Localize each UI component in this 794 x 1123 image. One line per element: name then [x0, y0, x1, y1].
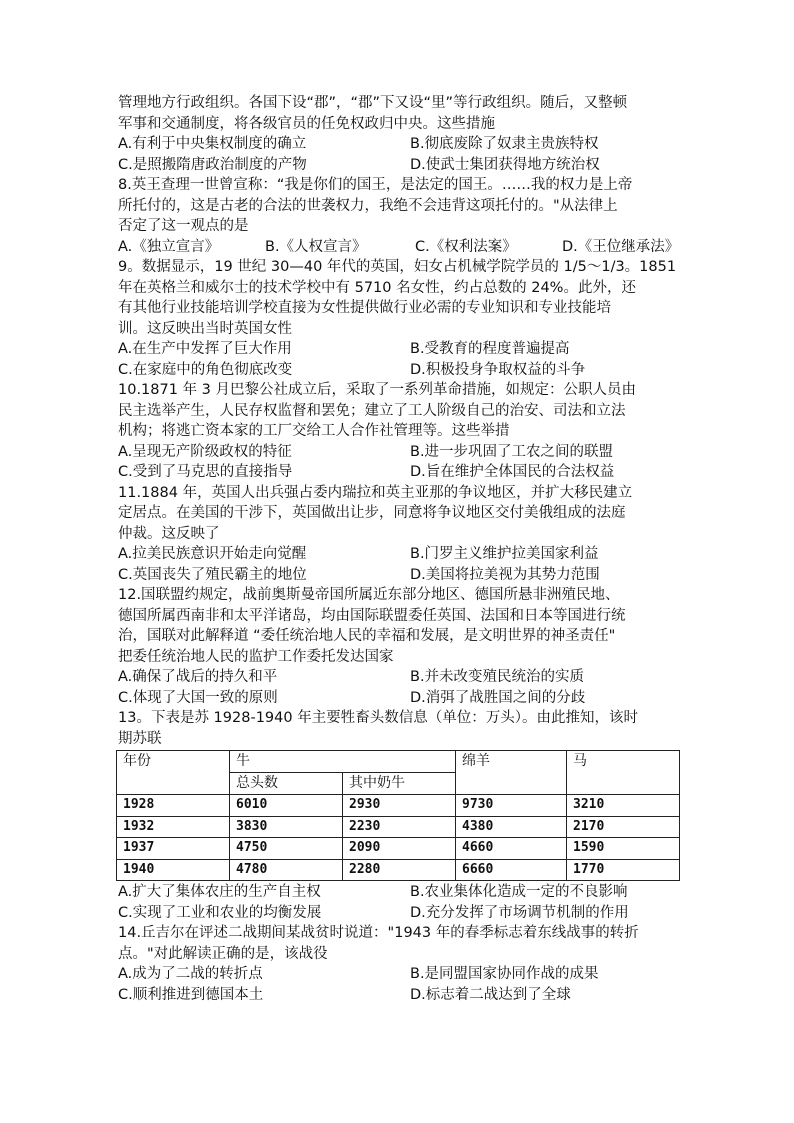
q12-stem-line: 德国所属西南非和太平洋诸岛，均由国际联盟委任英国、法国和日本等国进行统: [118, 607, 626, 624]
q8-stem-line: 否定了这一观点的是: [118, 218, 249, 234]
q13-option-a[interactable]: A.扩大了集体农庄的生产自主权: [118, 884, 321, 900]
q10-options: [118, 442, 680, 483]
q7-stem-line: 军事和交通制度，将各级官员的任免权政归中央。这些措施: [118, 115, 495, 132]
q8-options: [118, 237, 680, 258]
q8-stem-line: 8.英王查理一世曾宣称：“我是你们的国王，是法定的国王。……我的权力是上帝: [118, 177, 633, 193]
q14-stem-line: 点。"对此解读正确的是，该战役: [118, 945, 328, 962]
q9-option-a[interactable]: A.在生产中发挥了巨大作用: [118, 341, 292, 357]
cell-year: 1940: [117, 859, 230, 881]
q13-stem-line: 期苏联: [118, 730, 162, 747]
question-13: [118, 708, 680, 923]
q12-option-c[interactable]: C.体现了大国一致的原则: [118, 689, 278, 706]
cell-year: 1937: [117, 838, 230, 860]
q10-stem-line: 10.1871 年 3 月巴黎公社成立后，采取了一系列革命措施，如规定：公职人员由: [118, 382, 637, 398]
q8-option-d[interactable]: D.《王位继承法》: [562, 238, 680, 255]
q9-options: [118, 339, 680, 380]
question-8: [118, 175, 680, 257]
q10-stem-line: 民主选举产生，人民存权监督和罢免；建立了工人阶级自己的治安、司法和立法: [118, 402, 626, 419]
q12-stem-line: 治，国联对此解释道 “委任统治地人民的幸福和发展，是文明世界的神圣责任": [118, 628, 616, 644]
q14-option-c[interactable]: C.顺利推进到德国本土: [118, 986, 264, 1003]
q12-stem-line: 12.国联盟约规定，战前奥斯曼帝国所属近东部分地区、德国所悬非洲殖民地、: [118, 587, 620, 603]
header-year: 年份: [117, 751, 230, 795]
header-total: 总头数: [230, 773, 343, 795]
cell-sheep: 9730: [456, 795, 567, 817]
q11-option-b[interactable]: B.门罗主义维护拉美国家利益: [410, 546, 599, 562]
cell-dairy: 2230: [343, 816, 456, 838]
q7-stem-line: 管理地方行政组织。各国下设“郡”，“郡”下又设“里”等行政组织。随后，又整顿: [118, 95, 628, 111]
q7-option-a[interactable]: A.有利于中央集权制度的确立: [118, 136, 307, 152]
q14-options: [118, 964, 680, 1005]
q10-option-a[interactable]: A.呈现无产阶级政权的特征: [118, 443, 292, 460]
question-11: [118, 483, 680, 586]
q10-stem-line: 机构；将逃亡资本家的工厂交给工人合作社管理等。这些举措: [118, 423, 510, 439]
q9-stem-line: 有其他行业技能培训学校直接为女性提供做行业必需的专业知识和专业技能培: [118, 300, 611, 316]
cell-dairy: 2930: [343, 795, 456, 817]
question-10: [118, 380, 680, 483]
exam-page: [118, 93, 680, 1005]
table-header-row: [117, 751, 680, 773]
cell-dairy: 2280: [343, 859, 456, 881]
cell-total: 4750: [230, 838, 343, 860]
question-9: [118, 257, 680, 380]
q12-option-b[interactable]: B.并未改变殖民统治的实质: [410, 669, 585, 685]
q13-option-c[interactable]: C.实现了工业和农业的均衡发展: [118, 904, 322, 921]
q12-option-d[interactable]: D.消弭了战胜国之间的分歧: [410, 689, 586, 706]
q11-stem-line: 定居点。在美国的干涉下，英国做出让步，同意将争议地区交付美俄组成的法庭: [118, 505, 626, 521]
q7-option-d[interactable]: D.使武士集团获得地方统治权: [410, 156, 600, 173]
q13-stem-line: 13。下表是苏 1928-1940 年主要牲畜头数信息（单位：万头）。由此推知，该时: [118, 710, 638, 726]
q11-options: [118, 544, 680, 585]
cell-horse: 1770: [567, 859, 680, 881]
q11-stem-line: 仲裁。这反映了: [118, 525, 220, 542]
header-dairy: 其中奶牛: [343, 773, 456, 795]
q12-stem-line: 把委任统治地人民的监护工作委托发达国家: [118, 648, 394, 665]
livestock-table: [116, 750, 680, 881]
table-row: [117, 795, 680, 817]
table-row: [117, 859, 680, 881]
q8-option-a[interactable]: A.《独立宣言》: [118, 238, 220, 255]
q9-option-d[interactable]: D.积极投身争取权益的斗争: [410, 361, 586, 378]
question-7: [118, 93, 680, 175]
cell-sheep: 4660: [456, 838, 567, 860]
header-sheep: 绵羊: [456, 751, 567, 795]
header-horse: 马: [567, 751, 680, 795]
q13-options: [118, 882, 680, 923]
cell-sheep: 4380: [456, 816, 567, 838]
q12-options: [118, 667, 680, 708]
q9-stem-line: 9。数据显示，19 世纪 30—40 年代的英国，妇女占机械学院学员的 1/5～1/3。1851: [118, 259, 677, 275]
q11-stem-line: 11.1884 年，英国人出兵强占委内瑞拉和英主亚那的争议地区，并扩大移民建立: [118, 484, 633, 501]
q12-option-a[interactable]: A.确保了战后的持久和平: [118, 669, 278, 685]
cell-total: 4780: [230, 859, 343, 881]
cell-dairy: 2090: [343, 838, 456, 860]
q8-stem-line: 所托付的，这是古老的合法的世袭权力，我绝不会违背这项托付的。"从法律上: [118, 197, 618, 214]
q13-option-d[interactable]: D.充分发挥了市场调节机制的作用: [410, 904, 629, 921]
question-12: [118, 585, 680, 708]
q9-option-b[interactable]: B.受教育的程度普遍提高: [410, 341, 570, 357]
q14-option-a[interactable]: A.成为了二战的转折点: [118, 966, 263, 982]
cell-horse: 2170: [567, 816, 680, 838]
cell-total: 6010: [230, 795, 343, 817]
q11-option-d[interactable]: D.美国将拉美视为其势力范围: [410, 566, 600, 583]
cell-horse: 1590: [567, 838, 680, 860]
q10-option-b[interactable]: B.进一步巩固了工农之间的联盟: [410, 443, 614, 460]
q7-option-b[interactable]: B.彻底废除了奴隶主贵族特权: [410, 136, 599, 152]
question-14: [118, 923, 680, 1005]
table-row: [117, 816, 680, 838]
q7-options: [118, 134, 680, 175]
cell-year: 1932: [117, 816, 230, 838]
header-cattle: 牛: [230, 751, 456, 773]
cell-horse: 3210: [567, 795, 680, 817]
cell-total: 3830: [230, 816, 343, 838]
q9-stem-line: 训。这反映出当时英国女性: [118, 320, 292, 337]
q10-option-d[interactable]: D.旨在维护全体国民的合法权益: [410, 464, 615, 480]
q14-stem-line: 14.丘吉尔在评述二战期间某战贫时说道："1943 年的春季标志着东线战事的转折: [118, 925, 639, 941]
table-row: [117, 838, 680, 860]
cell-year: 1928: [117, 795, 230, 817]
q11-option-c[interactable]: C.英国丧失了殖民霸主的地位: [118, 566, 307, 583]
q7-option-c[interactable]: C.是照搬隋唐政治制度的产物: [118, 156, 307, 173]
q8-option-b[interactable]: B.《人权宣言》: [265, 238, 367, 255]
q14-option-b[interactable]: B.是同盟国家协同作战的成果: [410, 966, 599, 982]
q13-option-b[interactable]: B.农业集体化造成一定的不良影响: [410, 884, 628, 900]
q9-option-c[interactable]: C.在家庭中的角色彻底改变: [118, 361, 293, 378]
cell-sheep: 6660: [456, 859, 567, 881]
q10-option-c[interactable]: C.受到了马克思的直接指导: [118, 464, 293, 480]
q14-option-d[interactable]: D.标志着二战达到了全球: [410, 986, 571, 1003]
q11-option-a[interactable]: A.拉美民族意识开始走向觉醒: [118, 546, 307, 562]
q8-option-c[interactable]: C.《权利法案》: [415, 238, 517, 255]
q9-stem-line: 年在英格兰和威尔士的技术学校中有 5710 名女性，约占总数的 24%。此外，还: [118, 279, 636, 296]
